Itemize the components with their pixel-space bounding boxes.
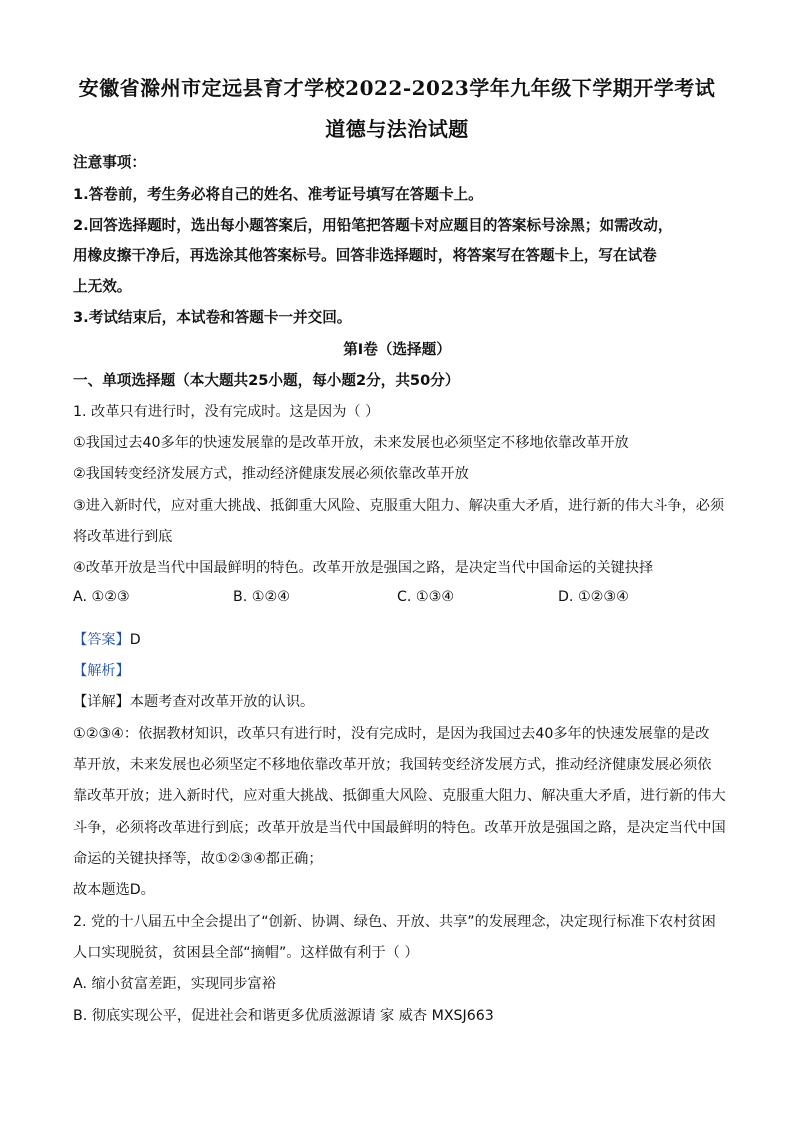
q1-statement-1: ①我国过去40多年的快速发展靠的是改革开放，未来发展也必须坚定不移地依靠改革开放 — [73, 435, 629, 451]
note-2-line-1: 2.回答选择题时，选出每小题答案后，用铅笔把答题卡对应题目的答案标号涂黑；如需改动， — [73, 217, 673, 234]
part-heading: 一、单项选择题（本大题共25小题，每小题2分，共50分） — [73, 372, 460, 389]
q1-explanation-line-5: 命运的关键抉择等，故①②③④都正确； — [73, 851, 323, 867]
q1-explanation-line-1: ①②③④：依据教材知识，改革只有进行时，没有完成时，是因为我国过去40多年的快速发展靠的是改 — [73, 726, 710, 742]
q2-option-b: B. 彻底实现公平，促进社会和谐更多优质滋源请 家 威杏 MXSJ663 — [73, 1008, 494, 1024]
q1-conclusion: 故本题选D。 — [73, 882, 155, 898]
q1-statement-3-line-1: ③进入新时代，应对重大挑战、抵御重大风险、克服重大阻力、解决重大矛盾，进行新的伟大斗争，必须 — [73, 498, 725, 514]
q1-option-b: B. ①②④ — [233, 589, 290, 605]
q2-stem-line-1: 2. 党的十八届五中全会提出了“创新、协调、绿色、开放、共享”的发展理念，决定现行标准下农村贫困 — [73, 914, 716, 930]
q2-option-a: A. 缩小贫富差距，实现同步富裕 — [73, 976, 276, 992]
document-subtitle: 道德与法治试题 — [325, 117, 469, 141]
q1-explanation-line-3: 靠改革开放；进入新时代，应对重大挑战、抵御重大风险、克服重大阻力、解决重大矛盾，进行新的伟大 — [73, 788, 726, 804]
volume-heading: 第I卷（选择题） — [343, 341, 451, 358]
analysis-tag: 【解析】 — [73, 663, 130, 679]
detail-tag: 【详解】 — [73, 694, 130, 710]
q1-option-d: D. ①②③④ — [558, 589, 629, 605]
note-2-line-2: 用橡皮擦干净后，再选涂其他答案标号。回答非选择题时，将答案写在答题卡上，写在试卷 — [73, 247, 657, 264]
answer-value: D — [129, 632, 141, 648]
q1-option-c: C. ①③④ — [397, 589, 455, 605]
q1-option-a: A. ①②③ — [73, 589, 130, 605]
q1-stem: 1. 改革只有进行时，没有完成时。这是因为（ ） — [73, 404, 380, 420]
note-2-line-3: 上无效。 — [73, 278, 132, 295]
q1-statement-3-line-2: 将改革进行到底 — [73, 529, 173, 545]
q1-detail — [73, 691, 314, 711]
q2-stem-line-2: 人口实现脱贫，贫困县全部“摘帽”。这样做有利于（ ） — [73, 945, 419, 961]
q1-statement-4: ④改革开放是当代中国最鲜明的特色。改革开放是强国之路，是决定当代中国命运的关键抉择 — [73, 560, 654, 576]
q1-statement-2: ②我国转变经济发展方式，推动经济健康发展必须依靠改革开放 — [73, 466, 469, 482]
q1-explanation-line-2: 革开放，未来发展也必须坚定不移地依靠改革开放；我国转变经济发展方式，推动经济健康发展必须依 — [73, 757, 712, 773]
notes-heading: 注意事项： — [73, 154, 146, 171]
q1-answer — [73, 629, 141, 649]
note-1: 1.答卷前，考生务必将自己的姓名、准考证号填写在答题卡上。 — [73, 186, 483, 203]
document-title: 安徽省滁州市定远县育才学校2022-2023学年九年级下学期开学考试 — [78, 76, 716, 100]
answer-tag: 【答案】 — [73, 632, 130, 648]
detail-text: 本题考查对改革开放的认识。 — [129, 694, 315, 710]
note-3: 3.考试结束后，本试卷和答题卡一并交回。 — [73, 309, 352, 326]
q1-explanation-line-4: 斗争，必须将改革进行到底；改革开放是当代中国最鲜明的特色。改革开放是强国之路，是决定当代中国 — [73, 820, 726, 836]
